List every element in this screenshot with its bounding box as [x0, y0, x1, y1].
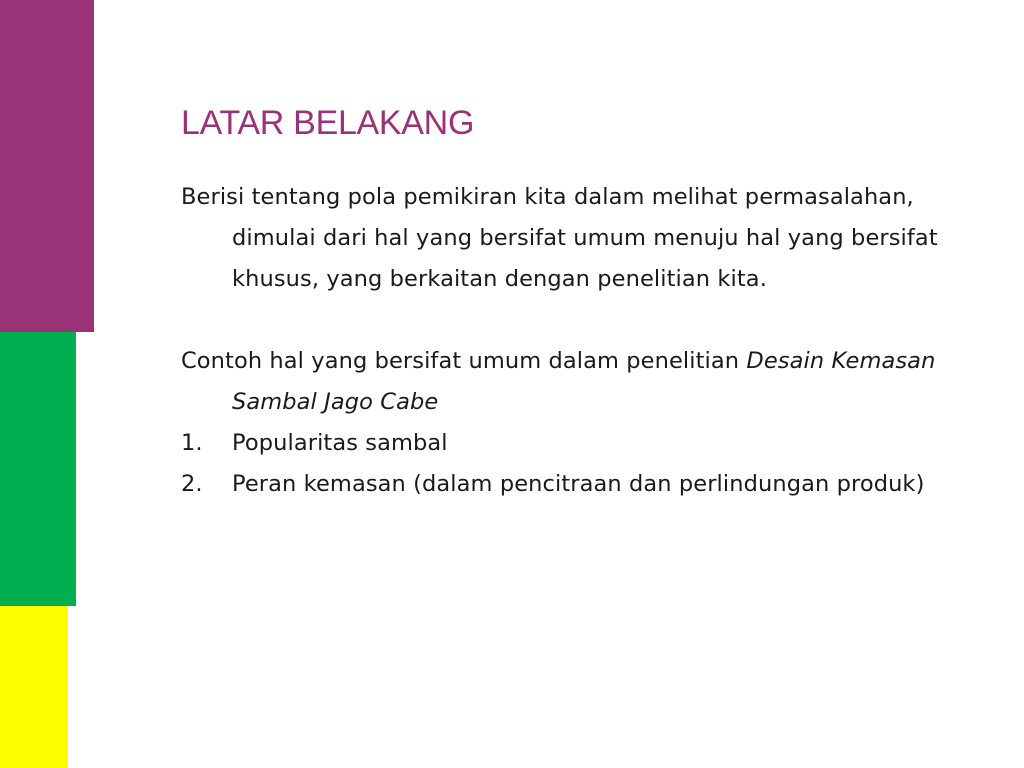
- list-item: [181, 423, 961, 464]
- slide-title: LATAR BELAKANG: [181, 104, 475, 142]
- purple-accent-bar: [0, 0, 94, 332]
- list-item-text: Popularitas sambal: [232, 430, 448, 456]
- list-item-number: 1.: [181, 430, 203, 456]
- paragraph-spacer: [181, 300, 961, 341]
- example-paragraph-text: Contoh hal yang bersifat umum dalam penelitian: [181, 348, 747, 374]
- research-title: Desain Kemasan Sambal Jago Cabe: [232, 348, 936, 415]
- list-item-text: Peran kemasan (dalam pencitraan dan perlindungan produk): [232, 471, 925, 497]
- list-item: [181, 464, 961, 505]
- yellow-accent-bar: [0, 606, 68, 768]
- slide-body: [181, 177, 961, 505]
- example-paragraph: [181, 341, 961, 423]
- green-accent-bar: [0, 332, 76, 606]
- intro-paragraph: Berisi tentang pola pemikiran kita dalam melihat permasalahan, dimulai dari hal yang bersifat umum menuju hal yang bersifat khusus, yang berkaitan dengan penelitian kita.: [181, 184, 938, 292]
- example-list: [181, 423, 961, 505]
- list-item-number: 2.: [181, 471, 203, 497]
